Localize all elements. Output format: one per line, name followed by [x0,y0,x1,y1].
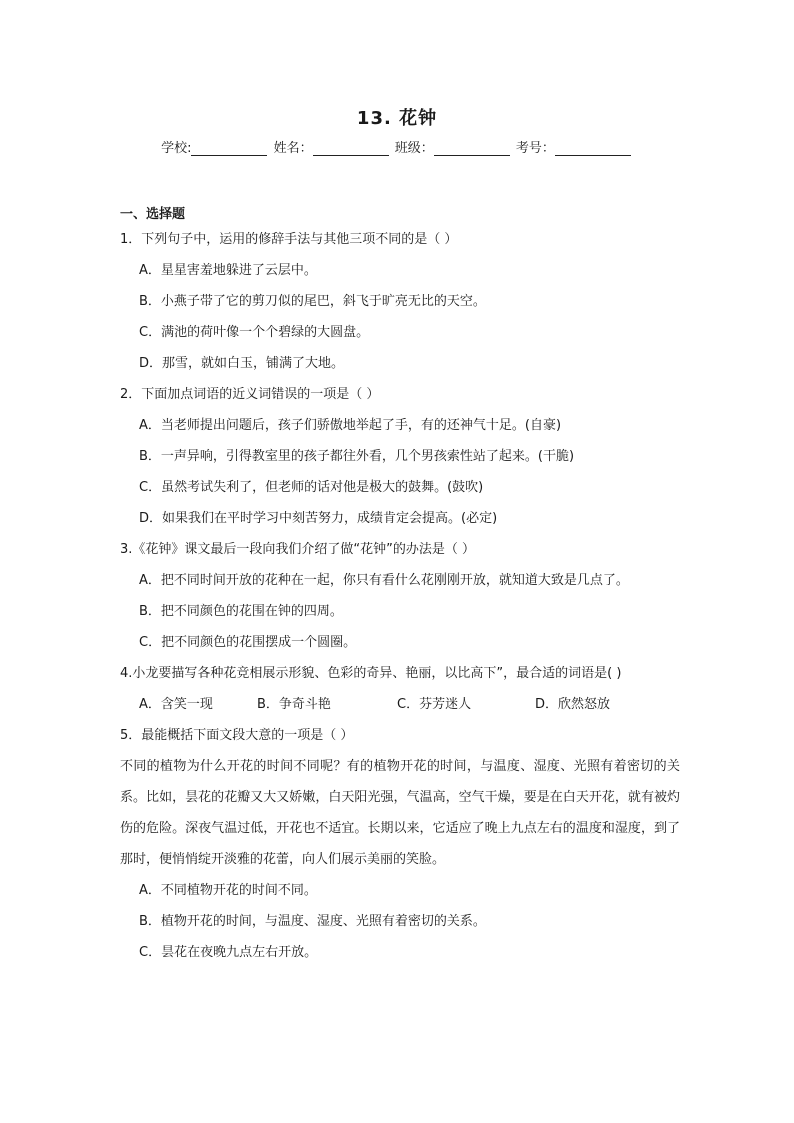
question-stem: 3.《花钟》课文最后一段向我们介绍了做“花钟”的办法是（ ） [120,542,476,557]
reading-passage: 不同的植物为什么开花的时间不同呢？有的植物开花的时间，与温度、湿度、光照有着密切的关系。比如，昙花的花瓣又大又娇嫩，白天阳光强，气温高，空气干燥，要是在白天开花，就有被灼伤的危险。深夜气温过低，开花也不适宜。长期以来，它适应了晚上九点左右的温度和湿度，到了那时，便悄悄绽开淡雅的花蕾，向人们展示美丽的笑脸。 [120,759,680,867]
name-blank [313,141,389,156]
option-d: D．欣然怒放 [535,697,611,712]
option-c: C．芬芳迷人 [397,697,472,712]
question-stem: 4.小龙要描写各种花竞相展示形貌、色彩的奇异、艳丽，以比高下”，最合适的词语是( ) [120,666,622,681]
option-b: B．争奇斗艳 [257,697,331,712]
question-2 [120,379,680,534]
question-stem: 5．最能概括下面文段大意的一项是（ ） [120,728,354,743]
question-3 [120,534,680,658]
name-label: 姓名： [273,141,313,156]
option-c: C．把不同颜色的花围摆成一个圆圈。 [139,635,357,650]
options-row [120,689,680,720]
section-title: 一、选择题 [120,207,186,222]
question-stem: 1．下列句子中，运用的修辞手法与其他三项不同的是（ ） [120,232,458,247]
question-5 [120,720,680,968]
class-label: 班级： [394,141,434,156]
page-title: 13. 花钟 [356,108,438,129]
option-b: B．把不同颜色的花围在钟的四周。 [139,604,343,619]
option-d: D．如果我们在平时学习中刻苦努力，成绩肯定会提高。(必定) [139,511,498,526]
option-a: A．星星害羞地躲进了云层中。 [139,263,317,278]
option-b: B．植物开花的时间，与温度、湿度、光照有着密切的关系。 [139,914,486,929]
option-b: B．小燕子带了它的剪刀似的尾巴，斜飞于旷亮无比的天空。 [139,294,486,309]
question-stem: 2．下面加点词语的近义词错误的一项是（ ） [120,387,380,402]
option-a: A．当老师提出问题后，孩子们骄傲地举起了手，有的还神气十足。(自豪) [139,418,562,433]
option-c: C．满池的荷叶像一个个碧绿的大圆盘。 [139,325,370,340]
question-1 [120,224,680,379]
option-a: A．不同植物开花的时间不同。 [139,883,317,898]
school-blank [191,141,267,156]
option-c: C．虽然考试失利了，但老师的话对他是极大的鼓舞。(鼓吹) [139,480,484,495]
question-4 [120,658,680,720]
option-a: A．含笑一现 [139,697,213,712]
option-c: C．昙花在夜晚九点左右开放。 [139,945,318,960]
option-d: D．那雪，就如白玉，铺满了大地。 [139,356,345,371]
option-a: A．把不同时间开放的花种在一起，你只有看什么花刚刚开放，就知道大致是几点了。 [139,573,629,588]
questions-list [120,224,680,968]
class-blank [434,141,510,156]
school-label: 学校: [161,141,192,156]
student-info-line [0,137,794,156]
option-b: B．一声异响，引得教室里的孩子都往外看，几个男孩索性站了起来。(干脆) [139,449,575,464]
exam-number-blank [555,141,631,156]
exam-number-label: 考号： [515,141,555,156]
